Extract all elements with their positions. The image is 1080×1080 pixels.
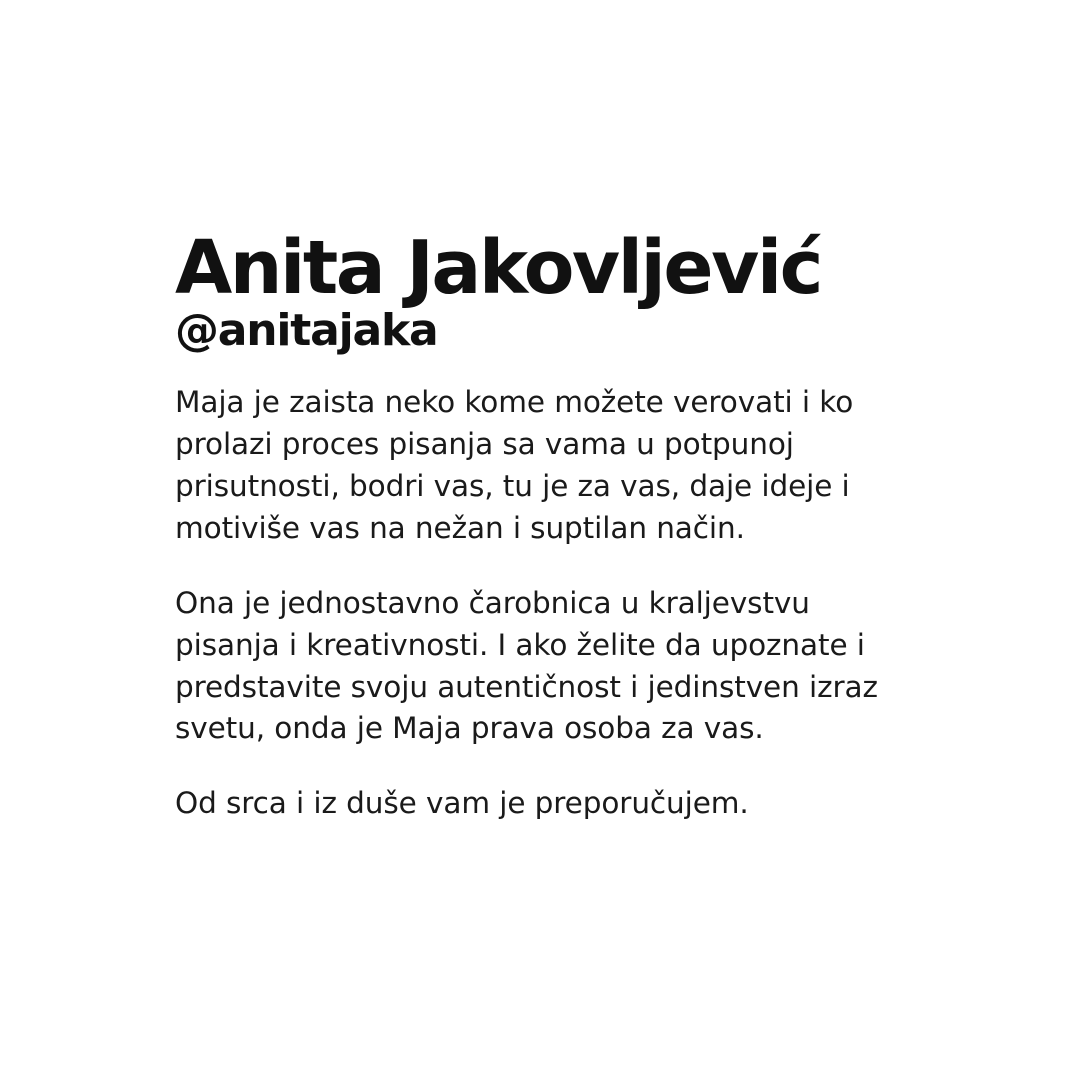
author-handle: @anitajaka (175, 305, 438, 357)
testimonial-paragraph-3: Od srca i iz duše vam je preporučujem. (175, 786, 749, 821)
testimonial-paragraph-1: Maja je zaista neko kome možete verovati i ko prolazi proces pisanja sa vama u potpunoj prisutnosti, bodri vas, tu je za vas, daje ideje i motiviše vas na nežan i suptilan način. (175, 385, 863, 545)
author-name: Anita Jakovljević (175, 225, 822, 311)
testimonial-paragraph-2: Ona je jednostavno čarobnica u kraljevstvu pisanja i kreativnosti. I ako želite da upoznate i predstavite svoju autentičnost i jedinstven izraz svetu, onda je Maja prava osoba za vas. (175, 585, 888, 746)
testimonial-content (175, 225, 920, 825)
